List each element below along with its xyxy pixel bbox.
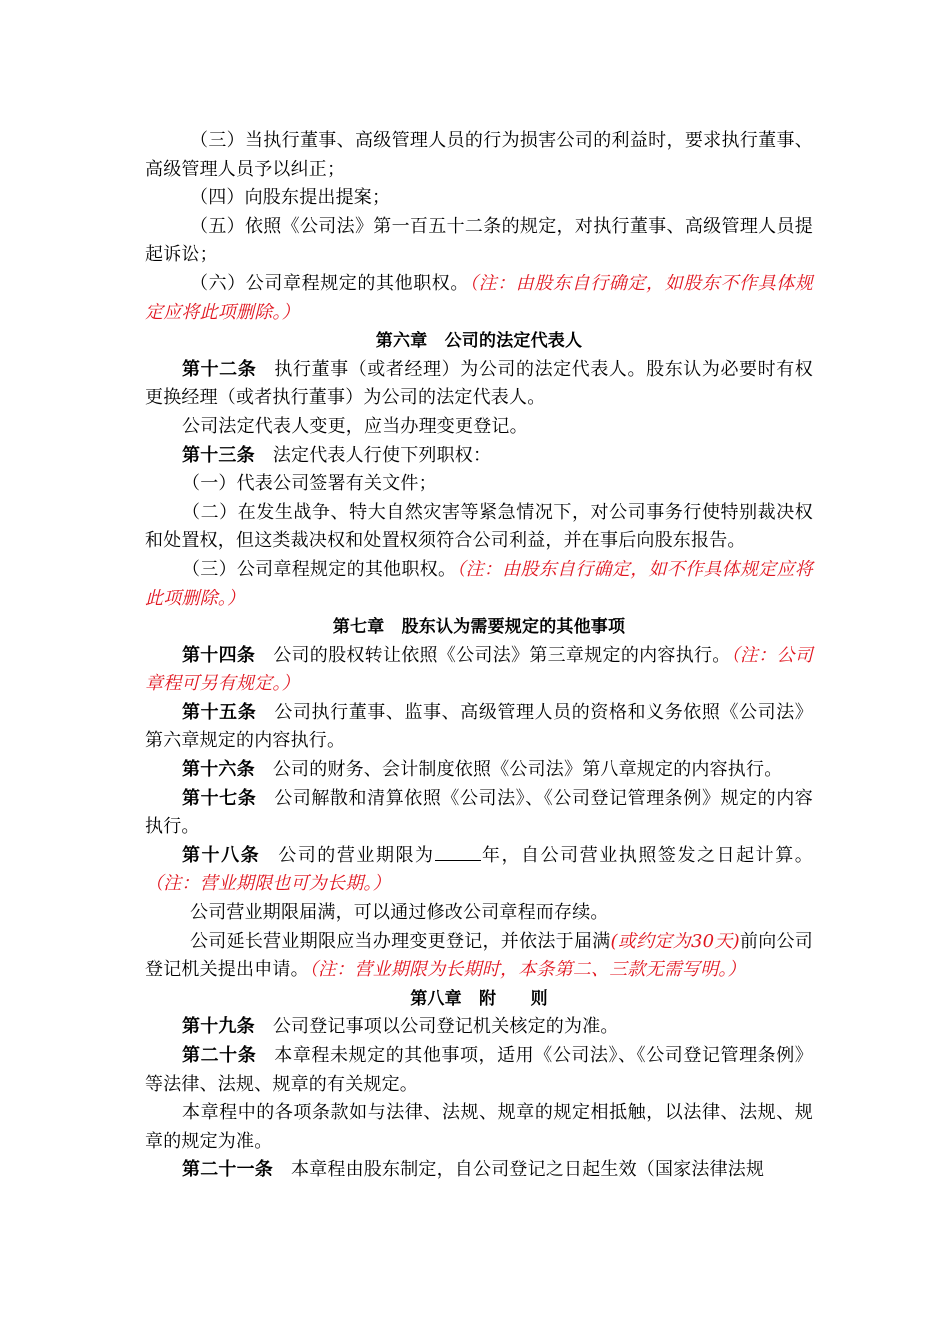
- article-13-item-3-note: （注：由股东自行确定，如不作具体规定应将此项删除。）: [145, 558, 814, 609]
- article-15-label: 第十五条: [182, 701, 257, 723]
- article-18: [145, 842, 813, 899]
- article-14: [145, 642, 813, 699]
- article-21-text: 本章程由股东制定，自公司登记之日起生效（国家法律法规: [291, 1159, 765, 1181]
- article-20-label: 第二十条: [182, 1045, 257, 1066]
- clause-5-text: （五）依照《公司法》第一百五十二条的规定，对执行董事、高级管理人员提起诉讼；: [145, 215, 813, 266]
- article-21: [145, 1156, 813, 1185]
- article-17: [145, 785, 813, 842]
- article-13-item-1: （一）代表公司签署有关文件；: [182, 473, 437, 495]
- article-19-text: 公司登记事项以公司登记机关核定的为准。: [272, 1016, 619, 1038]
- article-16: [145, 756, 813, 785]
- article-14-note: （注：公司章程可另有规定。）: [145, 644, 813, 695]
- article-19: [145, 1013, 813, 1042]
- article-18-para-3-text-a: 公司延长营业期限应当办理变更登记，并依法于届满: [190, 930, 611, 952]
- clause-3: [145, 127, 813, 184]
- article-14-label: 第十四条: [182, 644, 256, 666]
- chapter-7-title: 第七章 股东认为需要规定的其他事项: [332, 617, 626, 638]
- article-13-item-2: （二）在发生战争、特大自然灾害等紧急情况下，对公司事务行使特别裁决权和处置权，但这类裁决权和处置权须符合公司利益，并在事后向股东报告。: [145, 501, 813, 552]
- article-20: [145, 1042, 813, 1099]
- article-18-para-3: [145, 928, 813, 985]
- article-12: [145, 356, 813, 413]
- article-18-para-3-note: (或约定为30天): [610, 930, 740, 952]
- article-16-text: 公司的财务、会计制度依照《公司法》第八章规定的内容执行。: [272, 759, 783, 781]
- clause-6-text: （六）公司章程规定的其他职权。: [190, 272, 469, 294]
- article-18-para-3-text-b: 前向公司登记机关提出申请。: [145, 930, 813, 981]
- article-12-label: 第十二条: [182, 358, 257, 380]
- article-13: [145, 442, 813, 471]
- article-15: [145, 699, 813, 756]
- article-18-text-a: 公司的营业期限为: [278, 844, 435, 866]
- article-17-text: 公司解散和清算依照《公司法》、《公司登记管理条例》规定的内容执行。: [145, 787, 813, 838]
- article-18-label: 第十八条: [182, 844, 261, 866]
- term-years-blank: [435, 842, 481, 861]
- clause-6-note: （注：由股东自行确定，如股东不作具体规定应将此项删除。）: [145, 272, 813, 323]
- article-17-label: 第十七条: [182, 787, 257, 809]
- clause-4: [145, 184, 813, 213]
- article-14-text: 公司的股权转让依照《公司法》第三章规定的内容执行。: [273, 644, 731, 666]
- article-15-text: 公司执行董事、监事、高级管理人员的资格和义务依照《公司法》第六章规定的内容执行。: [145, 701, 813, 752]
- article-12-text: 执行董事（或者经理）为公司的法定代表人。股东认为必要时有权更换经理（或者执行董事）为公司的法定代表人。: [145, 358, 813, 409]
- article-12-para-2: 公司法定代表人变更，应当办理变更登记。: [182, 415, 528, 437]
- article-18-note: （注：营业期限也可为长期。）: [145, 873, 391, 895]
- clause-5: [145, 213, 813, 270]
- chapter-6-title: 第六章 公司的法定代表人: [375, 331, 583, 352]
- article-20-text: 本章程未规定的其他事项，适用《公司法》、《公司登记管理条例》等法律、法规、规章的有关规定。: [145, 1045, 813, 1095]
- clause-3-text: （三）当执行董事、高级管理人员的行为损害公司的利益时，要求执行董事、高级管理人员予以纠正；: [145, 130, 813, 180]
- chapter-8-title: 第八章 附 则: [410, 988, 548, 1009]
- clause-4-text: （四）向股东提出提案；: [190, 187, 391, 209]
- article-13-item-3-text: （三）公司章程规定的其他职权。: [182, 558, 457, 580]
- article-16-label: 第十六条: [182, 759, 255, 781]
- article-13-item-3: [145, 556, 813, 613]
- article-18-text-b: 年，自公司营业执照签发之日起计算。: [480, 844, 813, 866]
- article-19-label: 第十九条: [182, 1016, 255, 1038]
- article-18-para-3-note-2: （注：营业期限为长期时，本条第二、三款无需写明。）: [308, 959, 746, 981]
- document-body: [145, 127, 813, 1185]
- clause-6: [145, 270, 813, 327]
- article-20-para-2: 本章程中的各项条款如与法律、法规、规章的规定相抵触，以法律、法规、规章的规定为准。: [145, 1102, 813, 1152]
- article-13-label: 第十三条: [182, 444, 255, 466]
- article-13-text: 法定代表人行使下列职权：: [272, 444, 492, 466]
- article-18-para-2: 公司营业期限届满，可以通过修改公司章程而存续。: [190, 902, 609, 924]
- article-21-label: 第二十一条: [182, 1159, 273, 1181]
